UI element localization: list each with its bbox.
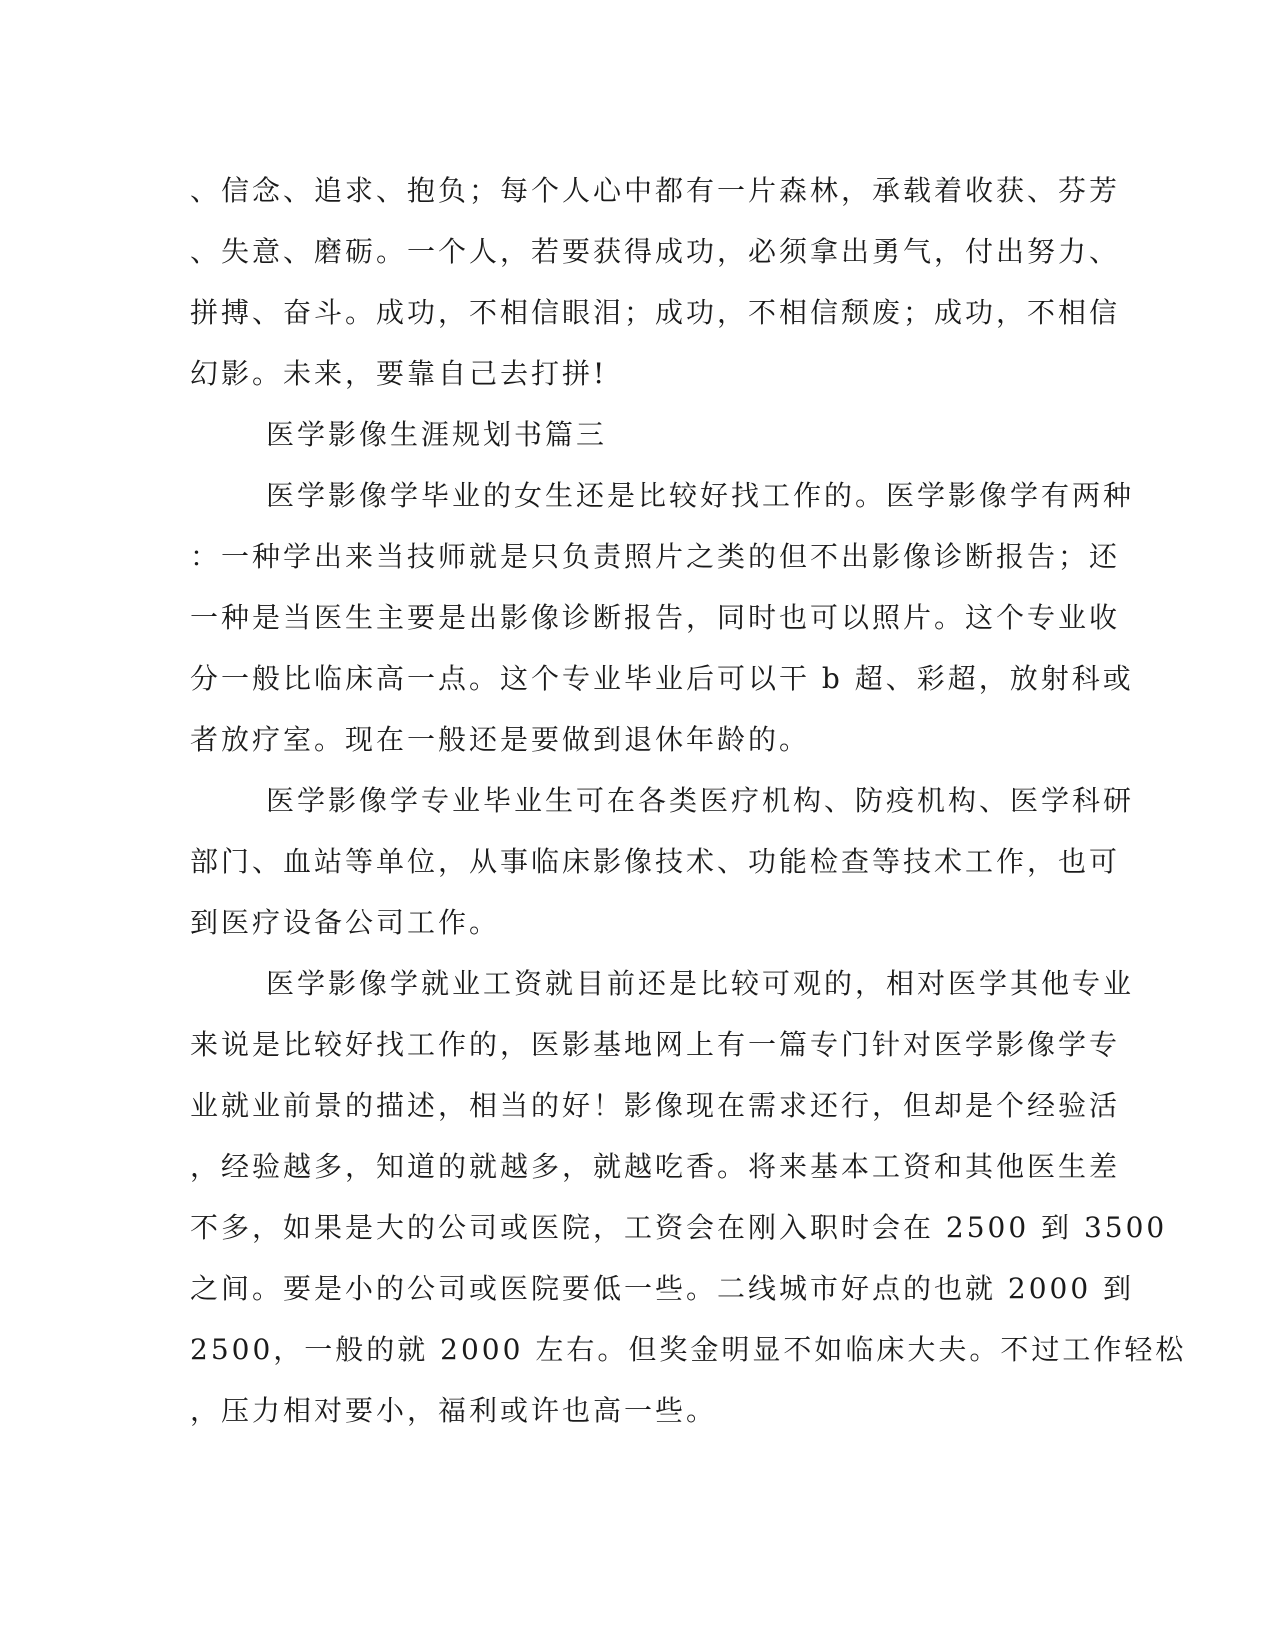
text-line: 医学影像学就业工资就目前还是比较可观的，相对医学其他专业 — [266, 967, 1135, 1000]
text-line: 到医疗设备公司工作。 — [190, 906, 501, 939]
text-line: 幻影。未来，要靠自己去打拼! — [190, 357, 608, 390]
text-line: 不多，如果是大的公司或医院，工资会在刚入职时会在 2500 到 3500 — [190, 1211, 1168, 1244]
text-line: 来说是比较好找工作的，医影基地网上有一篇专门针对医学影像学专 — [190, 1028, 1121, 1061]
text-line: ：一种学出来当技师就是只负责照片之类的但不出影像诊断报告；还 — [190, 540, 1121, 573]
text-line: 拼搏、奋斗。成功，不相信眼泪；成功，不相信颓废；成功，不相信 — [190, 296, 1121, 329]
section-heading: 医学影像生涯规划书篇三 — [266, 418, 608, 451]
text-line: 部门、血站等单位，从事临床影像技术、功能检查等技术工作，也可 — [190, 845, 1121, 878]
text-line: 、失意、磨砺。一个人，若要获得成功，必须拿出勇气，付出努力、 — [190, 235, 1121, 268]
text-line: 业就业前景的描述，相当的好！影像现在需求还行，但却是个经验活 — [190, 1089, 1121, 1122]
body-text — [190, 160, 1187, 1441]
text-line: 医学影像学专业毕业生可在各类医疗机构、防疫机构、医学科研 — [266, 784, 1135, 817]
text-line: ，压力相对要小，福利或许也高一些。 — [190, 1394, 718, 1427]
text-line: 、信念、追求、抱负；每个人心中都有一片森林，承载着收获、芬芳 — [190, 174, 1121, 207]
text-line: 医学影像学毕业的女生还是比较好找工作的。医学影像学有两种 — [266, 479, 1135, 512]
text-line: 者放疗室。现在一般还是要做到退休年龄的。 — [190, 723, 811, 756]
text-line: 一种是当医生主要是出影像诊断报告，同时也可以照片。这个专业收 — [190, 601, 1121, 634]
text-line: 分一般比临床高一点。这个专业毕业后可以干 b 超、彩超，放射科或 — [190, 662, 1134, 695]
text-line: 之间。要是小的公司或医院要低一些。二线城市好点的也就 2000 到 — [190, 1272, 1135, 1305]
text-line: 2500，一般的就 2000 左右。但奖金明显不如临床大夫。不过工作轻松 — [190, 1333, 1187, 1366]
text-line: ，经验越多，知道的就越多，就越吃香。将来基本工资和其他医生差 — [190, 1150, 1121, 1183]
